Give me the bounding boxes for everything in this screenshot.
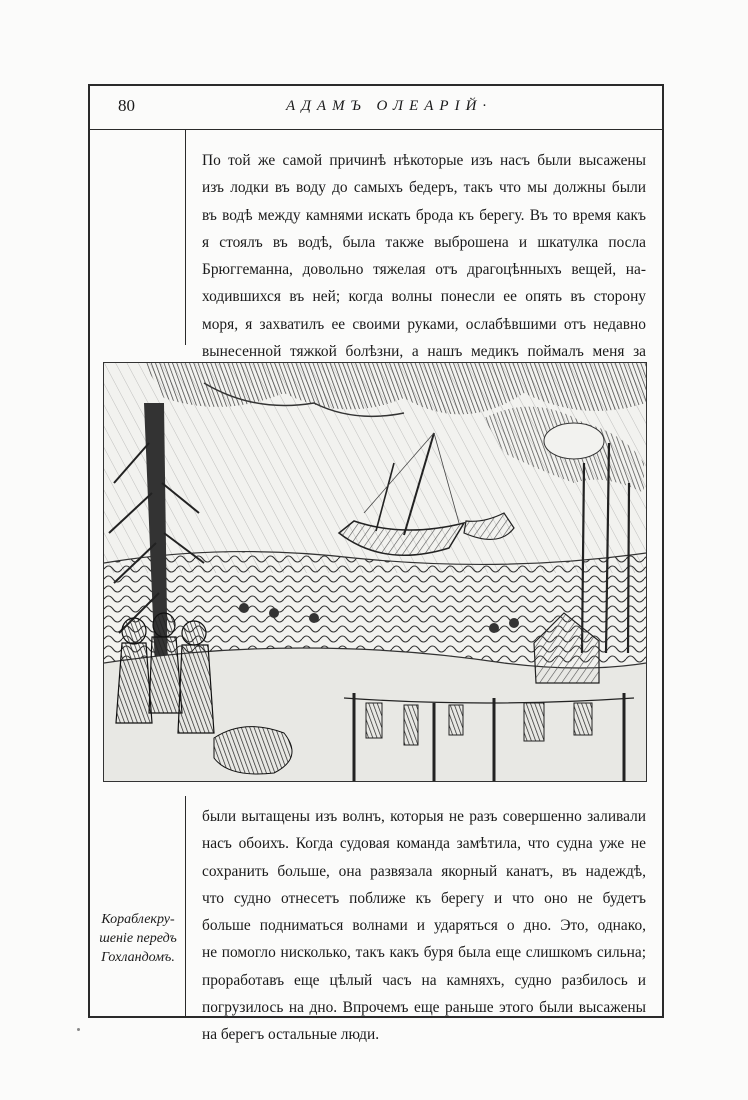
running-head: АДАМЪ ОЛЕАРІЙ· xyxy=(286,98,493,114)
page-number: 80 xyxy=(118,96,135,115)
text-line: не помогло нисколько, такъ какъ буря была еще слишкомъ сильна; xyxy=(202,944,646,962)
text-line: Брюггеманна, довольно тяжелая отъ драгоцѣнныхъ вещей, на- xyxy=(202,261,646,279)
text-line: ходившихся въ ней; когда волны понесли ее опять въ сторону xyxy=(202,288,646,306)
shipwreck-engraving-icon xyxy=(104,363,646,781)
text-line: сохранить больше, она развязала якорный канатъ, въ надеждѣ, xyxy=(202,862,646,880)
marginal-note-line: Гохландомъ. xyxy=(101,950,175,965)
text-block-top xyxy=(202,147,646,393)
marginal-note-line: шеніе передъ xyxy=(99,931,177,946)
text-line: По той же самой причинѣ нѣкоторые изъ насъ были высажены xyxy=(202,152,646,169)
header-rule xyxy=(88,129,664,130)
text-line: проработавъ еще цѣлый часъ на камняхъ, судно разбилось и xyxy=(202,971,646,989)
text-block-bottom xyxy=(202,803,646,1049)
marginal-note xyxy=(94,910,182,967)
text-line: насъ обоихъ. Когда судовая команда замѣтила, что судна уже не xyxy=(202,835,646,853)
text-line: больше подниматься волнами и ударяться о дно. Это, однако, xyxy=(202,917,646,935)
text-line: вынесенной тяжкой болѣзни, а нашъ медикъ поймалъ меня за xyxy=(202,343,646,361)
text-line: погрузилось на дно. Впрочемъ еще раньше этого были высажены xyxy=(202,999,646,1017)
text-line: были вытащены изъ волнъ, которыя не разъ совершенно заливали xyxy=(202,808,646,825)
text-line: на берегъ остальные люди. xyxy=(202,1026,380,1044)
paper-speck xyxy=(77,1028,80,1031)
shipwreck-illustration xyxy=(103,362,647,782)
text-line: что судно отнесетъ поближе къ берегу и что оно не будетъ xyxy=(202,889,646,907)
text-line: изъ лодки въ воду до самыхъ бедеръ, такъ что мы должны были xyxy=(202,179,646,197)
margin-rule-bottom xyxy=(185,796,186,1016)
marginal-note-line: Кораблекру- xyxy=(101,912,175,927)
text-line: въ водѣ между камнями искать брода къ берегу. Въ то время какъ xyxy=(202,206,646,224)
margin-rule-top xyxy=(185,130,186,345)
text-line: я стоялъ въ водѣ, была также выброшена и шкатулка посла xyxy=(202,233,646,251)
text-line: моря, я захватилъ ее своими руками, ослабѣвшими отъ недавно xyxy=(202,315,646,333)
